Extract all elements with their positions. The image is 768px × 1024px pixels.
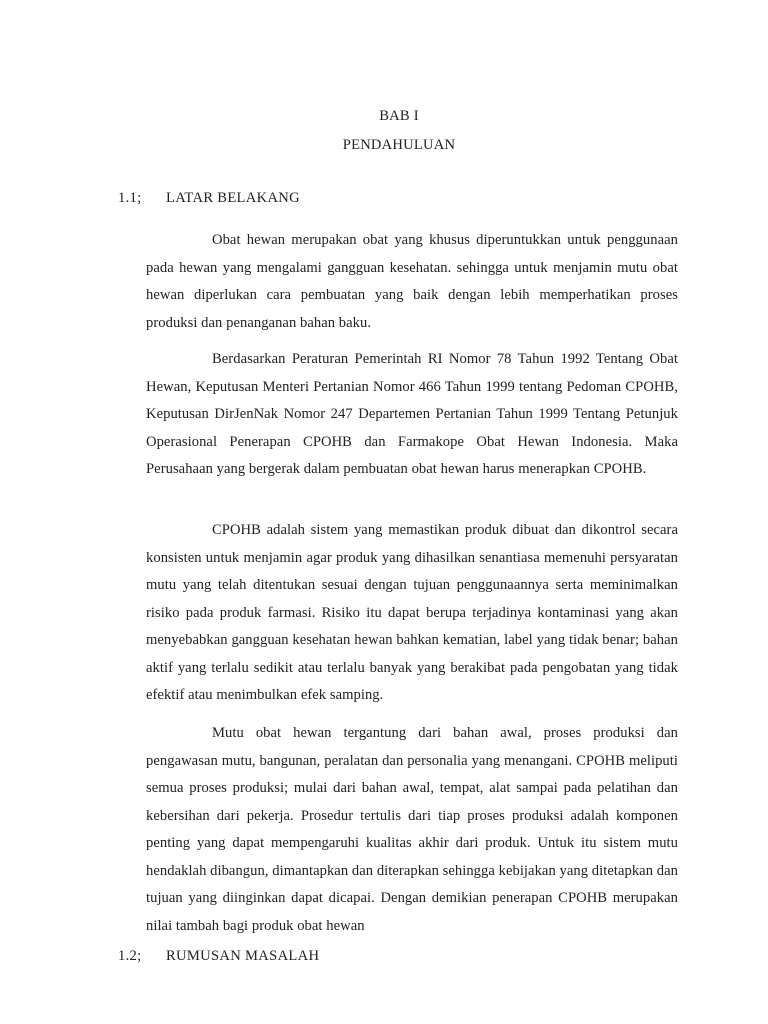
chapter-title: PENDAHULUAN [342, 137, 456, 153]
section-title: RUMUSAN MASALAH [166, 948, 320, 964]
section-title: LATAR BELAKANG [166, 190, 300, 206]
paragraph: Berdasarkan Peraturan Pemerintah RI Nomor 78 Tahun 1992 Tentang Obat Hewan, Keputusan Menteri Pertanian Nomor 466 Tahun 1999 tentang Pedoman CPOHB, Keputusan DirJenNak Nomor 247 Departemen Pertanian Tahun 1999 Tentang Petunjuk Operasional Penerapan CPOHB dan Farmakope Obat Hewan Indonesia. Maka Perusahaan yang bergerak dalam pembuatan obat hewan harus menerapkan CPOHB. [146, 351, 678, 477]
paragraph: Mutu obat hewan tergantung dari bahan awal, proses produksi dan pengawasan mutu, bangunan, peralatan dan personalia yang menangani. CPOHB meliputi semua proses produksi; mulai dari bahan awal, tempat, alat sampai pada pelatihan dan kebersihan dari pekerja. Prosedur tertulis dari tiap proses produksi adalah komponen penting yang dapat mempengaruhi kualitas akhir dari produk. Untuk itu sistem mutu hendaklah dibangun, dimantapkan dan diterapkan sehingga kebijakan yang ditetapkan dan tujuan yang diinginkan dapat dicapai. Dengan demikian penerapan CPOHB merupakan nilai tambah bagi produk obat hewan [146, 725, 678, 934]
section-number: 1.2; [118, 948, 142, 964]
section-heading-latar-belakang [118, 190, 300, 207]
chapter-number: BAB I [379, 108, 419, 124]
paragraph: Obat hewan merupakan obat yang khusus diperuntukkan untuk penggunaan pada hewan yang mengalami gangguan kesehatan. sehingga untuk menjamin mutu obat hewan diperlukan cara pembuatan yang baik dengan lebih memperhatikan proses produksi dan penanganan bahan baku. [146, 232, 678, 331]
paragraph: CPOHB adalah sistem yang memastikan produk dibuat dan dikontrol secara konsisten untuk menjamin agar produk yang dihasilkan senantiasa memenuhi persyaratan mutu yang telah ditentukan sesuai dengan tujuan penggunaannya serta meminimalkan risiko pada produk farmasi. Risiko itu dapat berupa terjadinya kontaminasi yang akan menyebabkan gangguan kesehatan hewan bahkan kematian, label yang tidak benar; bahan aktif yang terlalu sedikit atau terlalu banyak yang berakibat pada pengobatan yang tidak efektif atau menimbulkan efek samping. [146, 522, 678, 703]
section-number: 1.1; [118, 190, 142, 206]
section-heading-rumusan-masalah [118, 948, 319, 965]
